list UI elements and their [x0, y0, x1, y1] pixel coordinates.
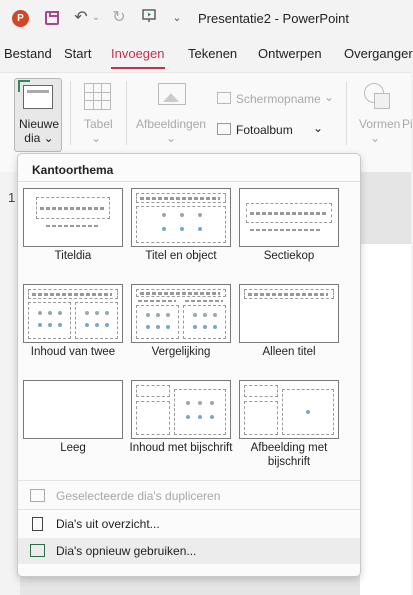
layout-thumbnail [23, 188, 123, 247]
table-label: Tabel [84, 117, 113, 131]
layout-thumbnail [23, 380, 123, 439]
divider [18, 480, 360, 481]
chevron-down-icon: ⌄ [43, 131, 54, 145]
save-icon[interactable] [43, 8, 61, 28]
presentation-from-start-icon[interactable] [140, 8, 158, 28]
shapes-label: Vormen [359, 117, 401, 131]
chevron-down-icon: ⌄ [166, 131, 177, 145]
shapes-icon [364, 83, 390, 109]
layout-label: Titeldia [54, 250, 92, 262]
layout-thumbnail [131, 380, 231, 439]
layout-label: Sectiekop [263, 250, 315, 262]
menu-item-reuse-slides[interactable] [18, 538, 360, 564]
menu-item-duplicate-slides [18, 483, 360, 509]
images-icon [158, 83, 186, 105]
chevron-down-icon: ⌄ [91, 131, 102, 145]
tab-ontwerpen[interactable]: Ontwerpen [258, 46, 322, 61]
layout-thumbnail [131, 188, 231, 247]
chevron-down-icon: ⌄ [370, 131, 381, 145]
layout-label: Alleen titel [262, 346, 316, 358]
divider [18, 509, 360, 510]
layout-thumbnail [131, 284, 231, 343]
menu-item-slides-from-outline[interactable] [18, 511, 360, 537]
table-icon [84, 83, 111, 110]
screenshot-label: Schermopname [236, 92, 321, 106]
layout-label: Afbeelding met bijschrift [250, 442, 328, 468]
ribbon-tabs [0, 46, 411, 70]
new-slide-dropdown [17, 153, 361, 577]
ribbon-divider [126, 81, 127, 145]
pictograms-label: Pi [402, 117, 413, 131]
new-slide-label: Nieuwe dia ⌄ [18, 117, 60, 145]
title-bar [0, 0, 411, 38]
menu-label: Dia's opnieuw gebruiken... [56, 544, 197, 558]
layout-label: Inhoud met bijschrift [129, 442, 233, 454]
ribbon-divider [346, 81, 347, 145]
redo-icon: ↻ [112, 9, 126, 26]
theme-title: Kantoorthema [32, 163, 114, 177]
window-title: Presentatie2 - PowerPoint [198, 11, 350, 26]
layout-thumbnail [239, 380, 339, 439]
slide-number: 1 [8, 190, 16, 205]
layout-thumbnail [23, 284, 123, 343]
ribbon-divider [70, 81, 71, 145]
menu-label: Dia's uit overzicht... [56, 517, 160, 531]
photo-album-button[interactable]: Fotoalbum [236, 123, 293, 137]
menu-label: Geselecteerde dia's dupliceren [56, 489, 221, 503]
reuse-slides-icon [30, 544, 45, 557]
divider [18, 181, 360, 182]
layout-label: Titel en object [145, 250, 217, 262]
layout-thumbnail [239, 284, 339, 343]
chevron-down-icon[interactable]: ⌄ [313, 121, 324, 135]
tab-tekenen[interactable]: Tekenen [188, 46, 238, 61]
tab-overgangen[interactable]: Overganger [344, 46, 413, 61]
images-label: Afbeeldingen [136, 117, 207, 131]
duplicate-slides-icon [30, 489, 45, 502]
layout-thumbnail [239, 188, 339, 247]
new-slide-button[interactable] [14, 78, 62, 152]
tab-invoegen[interactable]: Invoegen [111, 46, 165, 61]
tab-bestand[interactable]: Bestand [4, 46, 52, 61]
chevron-down-icon: ⌄ [324, 90, 335, 104]
layout-label: Vergelijking [151, 346, 211, 358]
screenshot-icon [217, 92, 231, 104]
photo-album-icon[interactable] [217, 123, 231, 135]
customize-toolbar-icon[interactable]: ⌄ [172, 12, 182, 24]
tab-start[interactable]: Start [64, 46, 92, 61]
slide-canvas[interactable] [360, 244, 411, 595]
layout-label: Inhoud van twee [30, 346, 116, 358]
undo-chevron-icon[interactable]: ⌄ [91, 12, 101, 23]
layout-label: Leeg [60, 442, 86, 454]
powerpoint-logo-icon: P [12, 10, 29, 27]
outline-document-icon [32, 517, 43, 531]
new-slide-icon [23, 85, 53, 109]
undo-icon[interactable]: ↶ [74, 9, 88, 26]
